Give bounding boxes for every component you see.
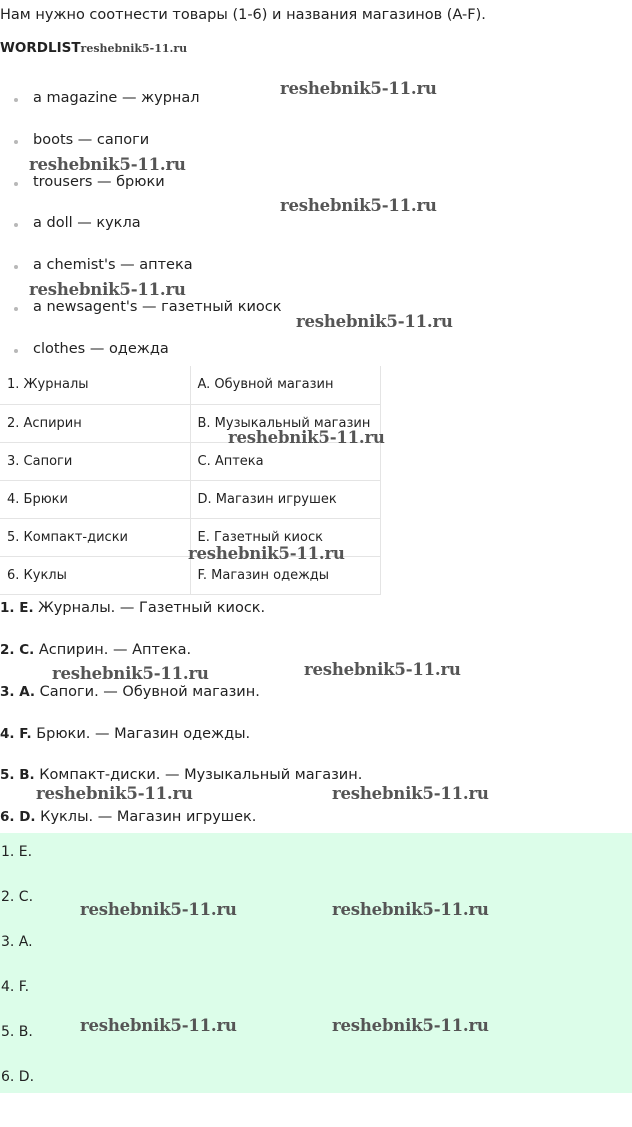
vocab-text: a magazine — журнал — [33, 90, 200, 106]
watermark: reshebnik5-11.ru — [29, 280, 186, 299]
short-answer-box — [0, 833, 632, 1093]
answer-text: Куклы. — Магазин игрушек. — [35, 809, 257, 825]
watermark: reshebnik5-11.ru — [52, 664, 209, 683]
bullet-icon — [14, 223, 18, 227]
answer-text: Компакт-диски. — Музыкальный магазин. — [34, 767, 363, 783]
item-cell: 5. Компакт-диски — [0, 518, 190, 556]
wordlist-watermark: reshebnik5-11.ru — [80, 42, 188, 55]
answer-key: 1. E. — [0, 600, 34, 616]
watermark: reshebnik5-11.ru — [332, 900, 489, 919]
short-answer: 4. F. — [1, 979, 30, 995]
answer-key: 4. F. — [0, 726, 32, 742]
watermark: reshebnik5-11.ru — [280, 79, 437, 98]
answer-line — [0, 684, 260, 700]
shop-cell: A. Обувной магазин — [190, 366, 380, 404]
answer-line — [0, 600, 265, 616]
watermark: reshebnik5-11.ru — [228, 428, 385, 447]
watermark: reshebnik5-11.ru — [80, 900, 237, 919]
bullet-icon — [14, 265, 18, 269]
vocab-item — [14, 90, 200, 106]
vocab-item — [14, 132, 149, 148]
short-answer: 3. A. — [1, 934, 33, 950]
answer-key: 3. A. — [0, 684, 36, 700]
answer-line — [0, 809, 256, 825]
answer-key: 2. C. — [0, 642, 35, 658]
watermark: reshebnik5-11.ru — [296, 312, 453, 331]
shop-cell: E. Газетный киоск — [190, 518, 380, 556]
item-cell: 3. Сапоги — [0, 442, 190, 480]
vocab-text: a chemist's — аптека — [33, 257, 193, 273]
answer-line — [0, 767, 362, 783]
watermark: reshebnik5-11.ru — [332, 784, 489, 803]
watermark: reshebnik5-11.ru — [304, 660, 461, 679]
watermark: reshebnik5-11.ru — [80, 1016, 237, 1035]
answer-text: Журналы. — Газетный киоск. — [33, 600, 266, 616]
wordlist-title: WORDLIST — [0, 40, 81, 56]
vocab-item — [14, 299, 282, 315]
bullet-icon — [14, 140, 18, 144]
shop-cell: B. Музыкальный магазин — [190, 404, 380, 442]
watermark: reshebnik5-11.ru — [188, 544, 345, 563]
short-answer: 6. D. — [1, 1069, 35, 1085]
answer-text: Аспирин. — Аптека. — [34, 642, 192, 658]
bullet-icon — [14, 182, 18, 186]
table-row — [0, 442, 380, 480]
short-answer: 5. B. — [1, 1024, 33, 1040]
table-row — [0, 366, 380, 404]
vocab-text: a newsagent's — газетный киоск — [33, 299, 282, 315]
item-cell: 4. Брюки — [0, 480, 190, 518]
answer-key: 5. B. — [0, 767, 35, 783]
answer-text: Сапоги. — Обувной магазин. — [35, 684, 260, 700]
vocab-text: a doll — кукла — [33, 215, 141, 231]
short-answer: 1. E. — [1, 844, 33, 860]
shop-cell: F. Магазин одежды — [190, 556, 380, 594]
answer-line — [0, 726, 250, 742]
task-instruction: Нам нужно соотнести товары (1-6) и названия магазинов (A-F). — [0, 7, 486, 23]
vocab-text: clothes — одежда — [33, 341, 169, 357]
answer-line — [0, 642, 191, 658]
bullet-icon — [14, 98, 18, 102]
shop-cell: D. Магазин игрушек — [190, 480, 380, 518]
watermark: reshebnik5-11.ru — [36, 784, 193, 803]
watermark: reshebnik5-11.ru — [332, 1016, 489, 1035]
answer-key: 6. D. — [0, 809, 36, 825]
vocab-text: trousers — брюки — [33, 174, 165, 190]
bullet-icon — [14, 349, 18, 353]
shop-cell: C. Аптека — [190, 442, 380, 480]
bullet-icon — [14, 307, 18, 311]
wordlist-heading — [0, 40, 187, 56]
item-cell: 6. Куклы — [0, 556, 190, 594]
short-answer: 2. C. — [1, 889, 34, 905]
vocab-item — [14, 215, 141, 231]
item-cell: 2. Аспирин — [0, 404, 190, 442]
watermark: reshebnik5-11.ru — [29, 155, 186, 174]
answer-text: Брюки. — Магазин одежды. — [31, 726, 251, 742]
item-cell: 1. Журналы — [0, 366, 190, 404]
vocab-item — [14, 341, 169, 357]
vocab-item — [14, 257, 193, 273]
table-row — [0, 480, 380, 518]
vocab-text: boots — сапоги — [33, 132, 150, 148]
watermark: reshebnik5-11.ru — [280, 196, 437, 215]
vocab-item — [14, 174, 165, 190]
